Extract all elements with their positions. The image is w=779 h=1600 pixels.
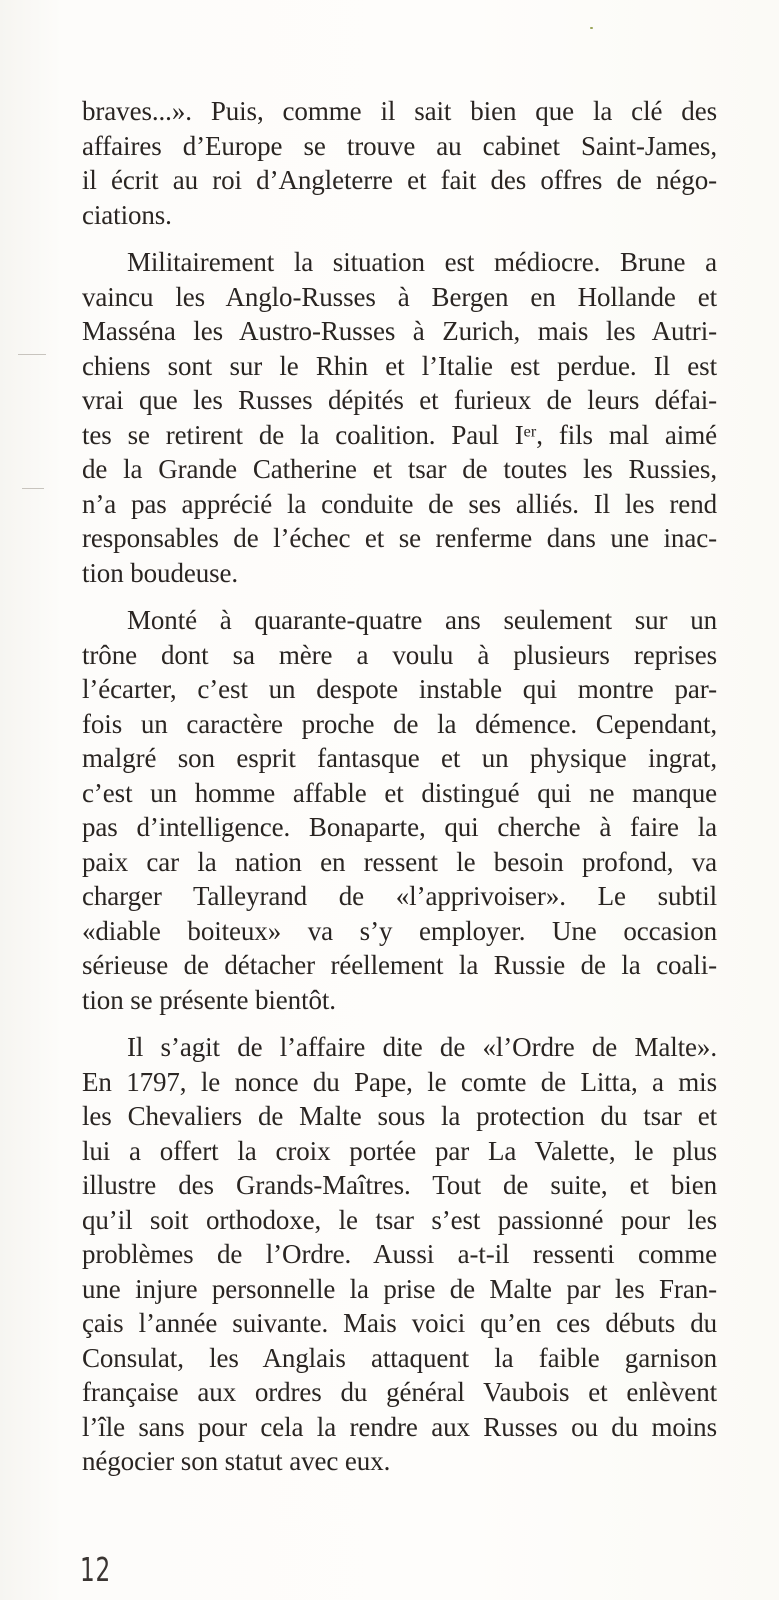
- page-number: 12: [80, 1550, 112, 1589]
- text-line: malgré son esprit fantasque et un physique ingrat,: [82, 743, 717, 773]
- text-line: Masséna les Austro-Russes à Zurich, mais les Autri-: [82, 316, 717, 346]
- text-line: Monté à quarante-quatre ans seulement sur un: [127, 605, 717, 635]
- text-line: il écrit au roi d’Angleterre et fait des offres de négo-: [82, 165, 717, 195]
- text-line: qu’il soit orthodoxe, le tsar s’est passionné pour les: [82, 1204, 717, 1235]
- text-line: les Chevaliers de Malte sous la protection du tsar et: [82, 1101, 717, 1131]
- text-line: charger Talleyrand de «l’apprivoiser». Le subtil: [82, 881, 717, 911]
- margin-mark: [22, 488, 44, 489]
- body-text: [82, 94, 717, 1479]
- text-line: lui a offert la croix portée par La Valette, le plus: [82, 1135, 717, 1166]
- text-line: sérieuse de détacher réellement la Russie de la coali-: [82, 950, 717, 980]
- text-line: tion boudeuse.: [82, 557, 239, 588]
- text-line: tion se présente bientôt.: [82, 984, 336, 1015]
- paragraph-1: [82, 94, 717, 232]
- text-line: affaires d’Europe se trouve au cabinet Saint-James,: [82, 130, 717, 161]
- text-line: n’a pas apprécié la conduite de ses alliés. Il les rend: [82, 488, 717, 519]
- text-line: tes se retirent de la coalition. Paul Iᵉʳ, fils mal aimé: [82, 419, 717, 450]
- text-line: responsables de l’échec et se renferme dans une inac-: [82, 523, 717, 553]
- text-line: trône dont sa mère a voulu à plusieurs reprises: [82, 639, 717, 670]
- paragraph-3: [82, 603, 717, 1017]
- text-line: vrai que les Russes dépités et furieux de leurs défai-: [82, 385, 717, 415]
- text-line: c’est un homme affable et distingué qui ne manque: [82, 777, 717, 808]
- text-line: de la Grande Catherine et tsar de toutes les Russies,: [82, 454, 717, 484]
- text-line: chiens sont sur le Rhin et l’Italie est perdue. Il est: [82, 350, 717, 381]
- text-line: En 1797, le nonce du Pape, le comte de Litta, a mis: [82, 1066, 717, 1097]
- text-line: française aux ordres du général Vaubois et enlèvent: [82, 1377, 717, 1407]
- text-line: «diable boiteux» va s’y employer. Une occasion: [82, 915, 717, 946]
- text-line: négocier son statut avec eux.: [82, 1446, 391, 1476]
- text-line: fois un caractère proche de la démence. Cependant,: [82, 708, 717, 739]
- paragraph-4: [82, 1030, 717, 1479]
- text-line: çais l’année suivante. Mais voici qu’en ces débuts du: [82, 1308, 717, 1338]
- text-line: pas d’intelligence. Bonaparte, qui cherche à faire la: [82, 812, 717, 842]
- text-line: braves...». Puis, comme il sait bien que la clé des: [82, 96, 717, 126]
- text-line: ciations.: [82, 199, 172, 230]
- paragraph-2: [82, 245, 717, 590]
- margin-mark: [18, 354, 46, 355]
- text-line: l’île sans pour cela la rendre aux Russes ou du moins: [82, 1411, 717, 1442]
- text-line: illustre des Grands-Maîtres. Tout de suite, et bien: [82, 1170, 717, 1200]
- text-line: Consulat, les Anglais attaquent la faible garnison: [82, 1342, 717, 1373]
- text-line: une injure personnelle la prise de Malte par les Fran-: [82, 1273, 717, 1304]
- text-line: paix car la nation en ressent le besoin profond, va: [82, 846, 717, 877]
- text-line: Il s’agit de l’affaire dite de «l’Ordre de Malte».: [127, 1032, 717, 1062]
- text-line: Militairement la situation est médiocre. Brune a: [127, 247, 717, 277]
- text-line: vaincu les Anglo-Russes à Bergen en Hollande et: [82, 281, 717, 312]
- paper-speck: [590, 27, 593, 29]
- text-line: l’écarter, c’est un despote instable qui montre par-: [82, 674, 717, 704]
- text-line: problèmes de l’Ordre. Aussi a-t-il ressenti comme: [82, 1239, 717, 1269]
